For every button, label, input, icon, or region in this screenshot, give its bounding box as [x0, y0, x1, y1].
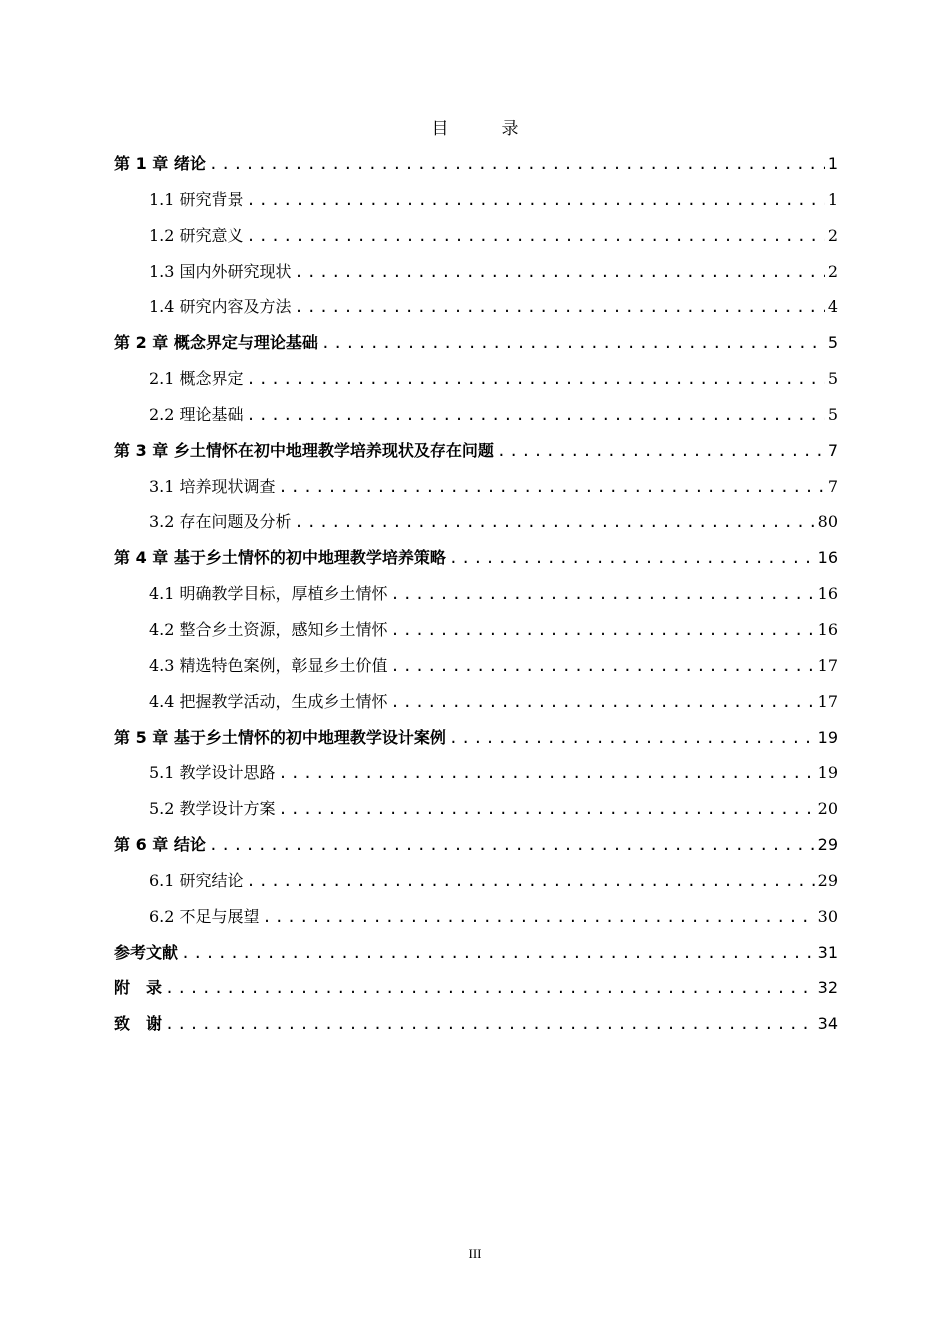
toc-entry[interactable] [114, 146, 838, 182]
page-number: III [468, 1246, 482, 1261]
toc-entry[interactable] [114, 504, 838, 540]
toc-entry[interactable] [114, 720, 838, 756]
toc-entry[interactable] [114, 433, 838, 469]
toc-entry-label: 4.4 把握教学活动，生成乡土情怀 [149, 691, 388, 711]
toc-entry-page: 29 [817, 870, 838, 890]
toc-entry[interactable] [114, 397, 838, 433]
toc-entry-label: 第 1 章 绪论 [114, 154, 206, 173]
dot-leader [391, 613, 815, 649]
toc-entry[interactable] [114, 182, 838, 218]
toc-entry-page: 16 [817, 619, 838, 639]
toc-entry-label: 第 4 章 基于乡土情怀的初中地理教学培养策略 [114, 548, 446, 568]
dot-leader [391, 577, 815, 613]
toc-entry-page: 5 [827, 369, 838, 389]
toc-entry[interactable] [114, 218, 838, 254]
toc-entry-label: 3.1 培养现状调查 [149, 476, 276, 496]
toc-entry-label: 参考文献 [114, 942, 179, 962]
toc-entry-page: 19 [817, 727, 838, 747]
toc-entry[interactable] [114, 540, 838, 576]
toc-entry-page: 19 [817, 763, 838, 783]
toc-entry[interactable] [114, 576, 838, 612]
toc-entry[interactable] [114, 469, 838, 505]
toc-entry[interactable] [114, 684, 838, 720]
toc-entry-label: 第 5 章 基于乡土情怀的初中地理教学设计案例 [114, 727, 446, 747]
toc-entry-label: 1.4 研究内容及方法 [149, 297, 292, 317]
toc-entry[interactable] [114, 791, 838, 827]
dot-leader [279, 756, 815, 792]
toc-entry-page: 80 [817, 512, 838, 532]
toc-entry-page: 29 [817, 835, 838, 855]
toc-entry[interactable] [114, 361, 838, 397]
dot-leader [449, 541, 815, 577]
toc-entry[interactable] [114, 648, 838, 684]
toc-entry-page: 1 [827, 189, 838, 209]
dot-leader [263, 900, 815, 936]
toc-entry[interactable] [114, 755, 838, 791]
toc-entry[interactable] [114, 289, 838, 325]
toc-entry-label: 4.2 整合乡土资源，感知乡土情怀 [149, 619, 388, 639]
toc-entry-page: 30 [817, 906, 838, 926]
toc-entry-label: 2.2 理论基础 [149, 404, 244, 424]
toc-entry-page: 1 [827, 154, 838, 173]
toc-entry-page: 5 [827, 404, 838, 424]
toc-entry-page: 16 [817, 584, 838, 604]
dot-leader [321, 326, 825, 362]
toc-entry[interactable] [114, 827, 838, 863]
toc-entry-page: 2 [827, 261, 838, 281]
toc-entry-label: 2.1 概念界定 [149, 369, 244, 389]
toc-entry-label: 第 2 章 概念界定与理论基础 [114, 333, 318, 353]
toc-entry-label: 5.1 教学设计思路 [149, 763, 276, 783]
toc-entry-page: 32 [817, 978, 838, 998]
dot-leader [391, 649, 815, 685]
toc-entry-label: 第 3 章 乡土情怀在初中地理教学培养现状及存在问题 [114, 440, 494, 460]
toc-entry-page: 4 [827, 297, 838, 317]
toc-entry-label: 6.2 不足与展望 [149, 906, 260, 926]
toc-entry-page: 7 [827, 476, 838, 496]
toc-entry-label: 6.1 研究结论 [149, 870, 244, 890]
toc-entry-label: 附 录 [114, 978, 163, 998]
dot-leader [295, 255, 825, 291]
toc-entry-page: 20 [817, 799, 838, 819]
toc-entry-page: 17 [817, 691, 838, 711]
toc-entry-page: 2 [827, 225, 838, 245]
toc-entry[interactable] [114, 612, 838, 648]
toc-entry-page: 16 [817, 548, 838, 568]
dot-leader [295, 505, 815, 541]
dot-leader [181, 936, 815, 972]
dot-leader [209, 147, 825, 183]
toc-entry-label: 1.1 研究背景 [149, 189, 244, 209]
toc-entry[interactable] [114, 325, 838, 361]
toc-entry-page: 17 [817, 655, 838, 675]
toc-entry-label: 3.2 存在问题及分析 [149, 512, 292, 532]
toc-entry-page: 31 [817, 942, 838, 962]
toc-entry-label: 4.3 精选特色案例，彰显乡土价值 [149, 655, 388, 675]
dot-leader [165, 1007, 815, 1043]
toc-entry-label: 4.1 明确教学目标，厚植乡土情怀 [149, 584, 388, 604]
toc-entry[interactable] [114, 254, 838, 290]
dot-leader [279, 792, 815, 828]
dot-leader [247, 864, 815, 900]
toc-entry-label: 5.2 教学设计方案 [149, 799, 276, 819]
toc-entry-page: 5 [827, 333, 838, 353]
toc-entry-label: 1.3 国内外研究现状 [149, 261, 292, 281]
toc-entry-label: 致 谢 [114, 1014, 163, 1034]
toc-entry[interactable] [114, 935, 838, 971]
toc-entry-label: 第 6 章 结论 [114, 835, 206, 855]
toc-entry[interactable] [114, 1006, 838, 1042]
toc-title: 目 录 [431, 119, 537, 139]
dot-leader [247, 362, 825, 398]
dot-leader [497, 434, 825, 470]
dot-leader [247, 183, 825, 219]
dot-leader [247, 398, 825, 434]
dot-leader [391, 685, 815, 721]
toc-entry[interactable] [114, 899, 838, 935]
dot-leader [295, 290, 825, 326]
dot-leader [247, 219, 825, 255]
toc-entry-page: 7 [827, 440, 838, 460]
dot-leader [165, 971, 815, 1007]
toc-entry[interactable] [114, 863, 838, 899]
toc-entry-label: 1.2 研究意义 [149, 225, 244, 245]
toc-entry[interactable] [114, 970, 838, 1006]
dot-leader [449, 721, 815, 757]
toc-entry-page: 34 [817, 1014, 838, 1034]
dot-leader [209, 828, 815, 864]
toc-list [114, 146, 838, 1042]
dot-leader [279, 470, 825, 506]
